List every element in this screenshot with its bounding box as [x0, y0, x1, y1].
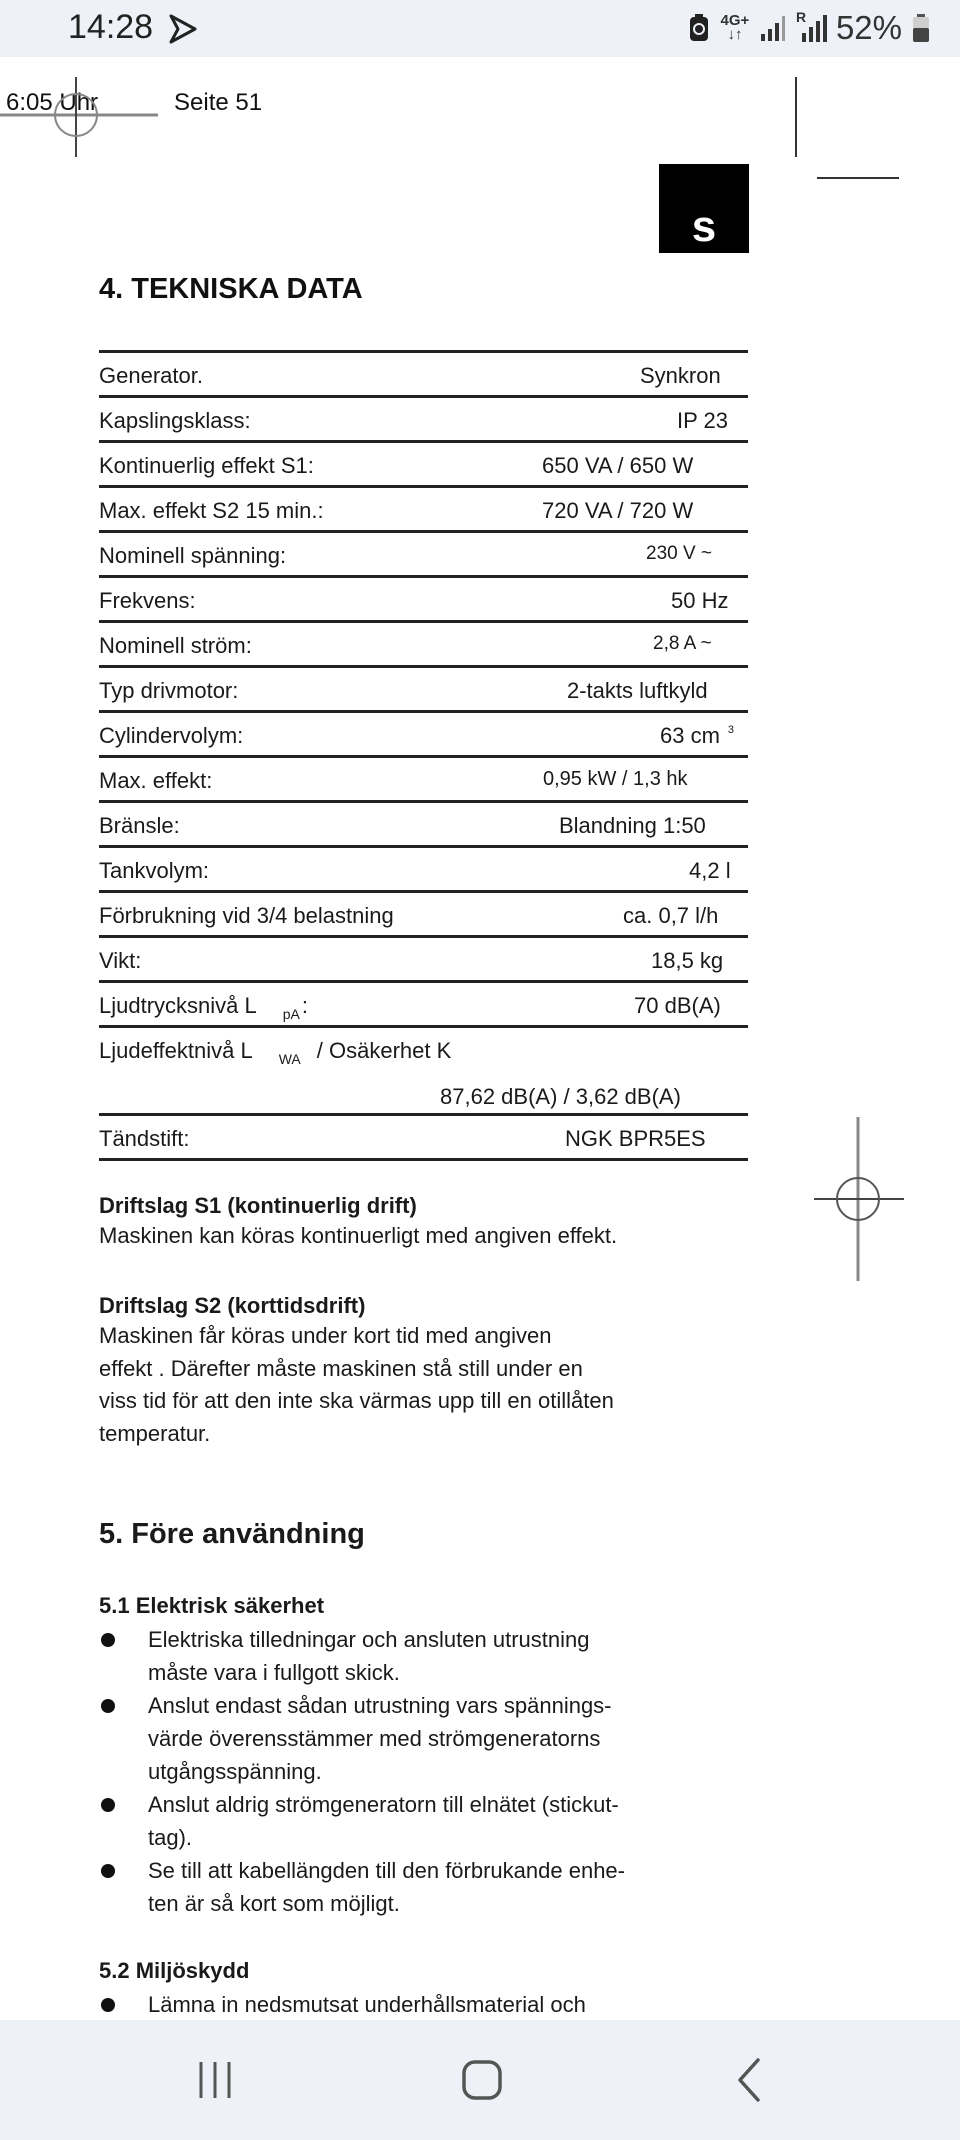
spec-label: Max. effekt: — [99, 768, 213, 793]
status-indicators — [688, 8, 930, 48]
list-item: Se till att kabellängden till den förbrukande enhe- ten är så kort som möjligt. — [99, 1854, 699, 1920]
spec-label: Kontinuerlig effekt S1: — [99, 453, 314, 478]
list-item: Anslut endast sådan utrustning vars spännings- värde överensstämmer med strömgeneratorns utgångsspänning. — [99, 1689, 699, 1788]
spec-label: Tankvolym: — [99, 858, 210, 883]
spec-row — [99, 890, 748, 935]
list-item: Lämna in nedsmutsat underhållsmaterial och — [99, 1988, 699, 2020]
spec-label: Tändstift: — [99, 1126, 190, 1151]
section-5-title: 5. Före användning — [99, 1518, 365, 1550]
spec-row — [99, 665, 748, 710]
spec-row — [99, 755, 748, 800]
signal-icon — [760, 14, 786, 42]
s1-title: Driftslag S1 (kontinuerlig drift) — [99, 1193, 417, 1218]
spec-value: IP 23 — [677, 408, 728, 433]
spec-row — [99, 710, 748, 755]
brand-logo: s — [659, 164, 749, 253]
spec-value: ca. 0,7 l/h — [623, 903, 719, 928]
spec-row — [99, 530, 748, 575]
spec-row — [99, 575, 748, 620]
spec-value: 4,2 l — [689, 858, 731, 883]
spec-value: 0,95 kW / 1,3 hk — [543, 768, 688, 790]
spec-value: Blandning 1:50 — [559, 813, 706, 838]
spec-value: 720 VA / 720 W — [542, 498, 694, 523]
spec-label: Frekvens: — [99, 588, 196, 613]
print-header-page: Seite 51 — [174, 89, 263, 116]
crop-line — [817, 177, 899, 179]
spec-value: 70 dB(A) — [634, 993, 721, 1018]
bullet-icon — [101, 1699, 115, 1713]
crop-mark-icon — [814, 1117, 904, 1287]
spec-label: Generator. — [99, 363, 203, 388]
s2-title: Driftslag S2 (korttidsdrift) — [99, 1293, 366, 1318]
back-button[interactable] — [690, 2020, 810, 2140]
spec-row — [99, 980, 748, 1025]
spec-label: Ljudeffektnivå L $_{WA}$ / Osäkerhet K — [99, 1038, 452, 1067]
bullet-icon — [101, 1798, 115, 1812]
spec-value: 87,62 dB(A) / 3,62 dB(A) — [440, 1084, 681, 1109]
spec-label: Nominell ström: — [99, 633, 252, 658]
bullet-icon — [101, 1633, 115, 1647]
spec-label: Typ drivmotor: — [99, 678, 239, 703]
back-icon — [730, 2058, 770, 2102]
spec-value: 50 Hz — [671, 588, 729, 613]
spec-row — [99, 1113, 748, 1158]
list-item: Anslut aldrig strömgeneratorn till elnätet (stickut- tag). — [99, 1788, 699, 1854]
battery-saver-icon — [688, 13, 710, 43]
spec-label: Max. effekt S2 15 min.: — [99, 498, 324, 523]
spec-value: Synkron — [640, 363, 721, 388]
spec-label: Vikt: — [99, 948, 142, 973]
home-icon — [460, 2058, 504, 2102]
print-header-time: 6:05 Uhr — [6, 89, 99, 116]
spec-row — [99, 800, 748, 845]
spec-label: Bränsle: — [99, 813, 180, 838]
spec-value: 18,5 kg — [651, 948, 724, 973]
bullet-list — [99, 1988, 699, 2020]
network-type: 4G+ ↓↑ — [720, 12, 750, 43]
spec-label: Nominell spänning: — [99, 543, 287, 568]
spec-row — [99, 935, 748, 980]
spec-value: 650 VA / 650 W — [542, 453, 694, 478]
battery-percent: 52% — [835, 9, 902, 46]
spec-label: Ljudtrycksnivå L $_{pA}$: — [99, 993, 308, 1022]
spec-row — [99, 350, 748, 395]
spec-row — [99, 395, 748, 440]
spec-row — [99, 440, 748, 485]
spec-value: 230 V ~ — [646, 543, 713, 564]
s1-text: Maskinen kan köras kontinuerligt med angiven effekt. — [99, 1223, 618, 1248]
list-item: Elektriska tilledningar och ansluten utrustning måste vara i fullgott skick. — [99, 1623, 699, 1689]
table-divider — [99, 1158, 748, 1161]
spec-value: 2,8 A ~ — [653, 633, 712, 654]
recent-apps-icon — [195, 2060, 235, 2100]
spec-label: Förbrukning vid 3/4 belastning — [99, 903, 394, 928]
section-5-2-title: 5.2 Miljöskydd — [99, 1958, 250, 1983]
spec-table — [99, 350, 748, 1161]
spec-label: Kapslingsklass: — [99, 408, 251, 433]
spec-row — [99, 485, 748, 530]
section-4-title: 4. TEKNISKA DATA — [99, 273, 363, 305]
spec-label: Cylindervolym: — [99, 723, 244, 748]
spec-value: 2-takts luftkyld — [567, 678, 708, 703]
document-page[interactable] — [0, 57, 960, 2020]
navigation-bar — [0, 2020, 960, 2140]
spec-row — [99, 1025, 748, 1113]
s2-text: Maskinen får köras under kort tid med angiven effekt . Därefter måste maskinen stå still under en viss tid för att den inte ska värmas upp till en otillåten temperatur. — [99, 1323, 614, 1446]
spec-value: NGK BPR5ES — [565, 1126, 706, 1151]
section-5-1-title: 5.1 Elektrisk säkerhet — [99, 1593, 325, 1618]
bullet-icon — [101, 1998, 115, 2012]
status-time: 14:28 — [68, 8, 154, 46]
crop-mark-icon — [0, 77, 170, 157]
status-bar — [0, 0, 960, 57]
recent-apps-button[interactable] — [155, 2020, 275, 2140]
home-button[interactable] — [422, 2020, 542, 2140]
signal-icon — [798, 15, 828, 43]
play-arrow-icon — [166, 12, 200, 46]
spec-row — [99, 845, 748, 890]
crop-line — [795, 77, 797, 157]
bullet-icon — [101, 1864, 115, 1878]
battery-icon — [912, 13, 930, 43]
spec-row — [99, 620, 748, 665]
bullet-list — [99, 1623, 699, 1920]
spec-value: 63 cm $^3$ — [660, 723, 735, 748]
roaming-signal: R — [796, 13, 826, 43]
